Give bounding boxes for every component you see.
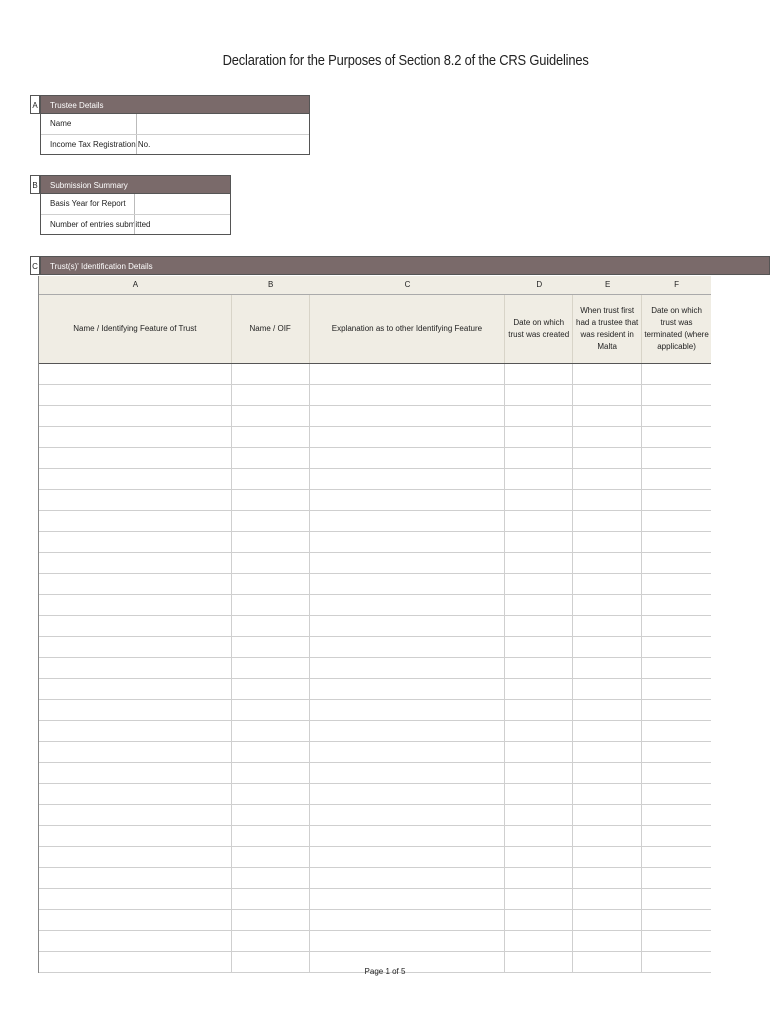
table-cell[interactable] (573, 553, 642, 573)
table-cell[interactable] (39, 553, 232, 573)
table-cell[interactable] (39, 889, 232, 909)
table-cell[interactable] (232, 511, 310, 531)
table-cell[interactable] (642, 658, 711, 678)
table-cell[interactable] (310, 658, 506, 678)
table-cell[interactable] (310, 385, 506, 405)
table-row (39, 406, 711, 427)
table-cell[interactable] (573, 406, 642, 426)
column-letter-c: C (404, 280, 411, 289)
table-cell[interactable] (573, 448, 642, 468)
table-cell[interactable] (232, 679, 310, 699)
table-cell[interactable] (642, 364, 711, 384)
table-cell[interactable] (642, 385, 711, 405)
table-cell[interactable] (39, 805, 232, 825)
table-cell[interactable] (505, 889, 573, 909)
table-row (39, 511, 711, 532)
table-cell[interactable] (573, 427, 642, 447)
column-letter-row (39, 276, 711, 295)
table-cell[interactable] (310, 910, 506, 930)
table-cell[interactable] (642, 931, 711, 951)
table-cell[interactable] (232, 889, 310, 909)
table-cell[interactable] (642, 847, 711, 867)
table-cell[interactable] (573, 721, 642, 741)
table-cell[interactable] (310, 469, 506, 489)
tax-registration-label: Income Tax Registration No. (50, 140, 151, 149)
trustee-name-row (41, 114, 309, 134)
table-cell[interactable] (573, 658, 642, 678)
table-cell[interactable] (642, 448, 711, 468)
table-cell[interactable] (232, 364, 310, 384)
table-cell[interactable] (642, 553, 711, 573)
table-row (39, 805, 711, 826)
table-cell[interactable] (505, 616, 573, 636)
table-cell[interactable] (505, 448, 573, 468)
table-cell[interactable] (232, 763, 310, 783)
table-cell[interactable] (39, 910, 232, 930)
section-c-letter: C (30, 256, 40, 275)
table-cell[interactable] (39, 448, 232, 468)
table-cell[interactable] (310, 889, 506, 909)
table-cell[interactable] (232, 805, 310, 825)
table-cell[interactable] (573, 931, 642, 951)
table-cell[interactable] (310, 742, 506, 762)
trust-identification-grid (38, 276, 711, 973)
table-cell[interactable] (573, 700, 642, 720)
table-cell[interactable] (39, 616, 232, 636)
column-header-trust-name: Name / Identifying Feature of Trust (39, 295, 232, 363)
table-cell[interactable] (642, 742, 711, 762)
table-cell[interactable] (232, 427, 310, 447)
column-letter-f: F (674, 280, 679, 289)
entries-submitted-label: Number of entries submitted (50, 220, 151, 229)
table-row (39, 637, 711, 658)
tax-registration-field[interactable] (136, 135, 309, 154)
table-cell[interactable] (573, 364, 642, 384)
table-cell[interactable] (39, 679, 232, 699)
table-cell[interactable] (39, 427, 232, 447)
table-cell[interactable] (505, 490, 573, 510)
table-cell[interactable] (39, 658, 232, 678)
table-cell[interactable] (232, 385, 310, 405)
table-cell[interactable] (573, 511, 642, 531)
table-cell[interactable] (505, 553, 573, 573)
table-cell[interactable] (39, 574, 232, 594)
table-cell[interactable] (573, 532, 642, 552)
table-cell[interactable] (39, 490, 232, 510)
table-cell[interactable] (642, 406, 711, 426)
section-b-letter: B (30, 175, 40, 194)
table-row (39, 448, 711, 469)
table-cell[interactable] (505, 742, 573, 762)
table-row (39, 490, 711, 511)
column-header-name-oif: Name / OIF (232, 295, 310, 363)
table-cell[interactable] (39, 469, 232, 489)
table-cell[interactable] (232, 700, 310, 720)
table-cell[interactable] (573, 595, 642, 615)
entries-submitted-field[interactable] (134, 215, 230, 234)
page-number: Page 1 of 5 (364, 967, 406, 976)
table-cell[interactable] (573, 637, 642, 657)
table-cell[interactable] (232, 553, 310, 573)
table-cell[interactable] (39, 826, 232, 846)
table-cell[interactable] (310, 553, 506, 573)
table-cell[interactable] (505, 700, 573, 720)
table-cell[interactable] (505, 784, 573, 804)
table-cell[interactable] (573, 679, 642, 699)
table-cell[interactable] (232, 868, 310, 888)
table-cell[interactable] (232, 406, 310, 426)
table-cell[interactable] (642, 616, 711, 636)
table-row (39, 889, 711, 910)
column-letter-a: A (132, 280, 139, 289)
table-cell[interactable] (310, 805, 506, 825)
table-row (39, 784, 711, 805)
table-row (39, 721, 711, 742)
table-row (39, 847, 711, 868)
trustee-details-table (40, 114, 310, 155)
table-row (39, 742, 711, 763)
basis-year-label: Basis Year for Report (50, 199, 126, 208)
table-cell[interactable] (310, 532, 506, 552)
table-cell[interactable] (310, 490, 506, 510)
table-cell[interactable] (39, 931, 232, 951)
table-cell[interactable] (232, 532, 310, 552)
table-cell[interactable] (505, 637, 573, 657)
table-cell[interactable] (310, 511, 506, 531)
table-cell[interactable] (642, 532, 711, 552)
table-cell[interactable] (39, 406, 232, 426)
table-cell[interactable] (505, 679, 573, 699)
table-cell[interactable] (310, 931, 506, 951)
table-cell[interactable] (642, 889, 711, 909)
section-a-heading: Trustee Details (40, 95, 310, 114)
table-cell[interactable] (642, 574, 711, 594)
table-cell[interactable] (642, 511, 711, 531)
table-cell[interactable] (573, 469, 642, 489)
table-cell[interactable] (505, 364, 573, 384)
table-cell[interactable] (573, 889, 642, 909)
table-cell[interactable] (310, 847, 506, 867)
table-cell[interactable] (310, 763, 506, 783)
table-cell[interactable] (310, 427, 506, 447)
table-cell[interactable] (232, 847, 310, 867)
table-row (39, 658, 711, 679)
column-header-row (39, 295, 711, 364)
table-cell[interactable] (573, 805, 642, 825)
table-cell[interactable] (232, 931, 310, 951)
table-cell[interactable] (310, 721, 506, 741)
table-cell[interactable] (232, 637, 310, 657)
section-b-heading: Submission Summary (40, 175, 231, 194)
table-cell[interactable] (505, 511, 573, 531)
table-cell[interactable] (310, 364, 506, 384)
table-cell[interactable] (642, 679, 711, 699)
table-cell[interactable] (505, 406, 573, 426)
table-cell[interactable] (39, 385, 232, 405)
table-row (39, 469, 711, 490)
table-cell[interactable] (505, 847, 573, 867)
table-cell[interactable] (642, 427, 711, 447)
table-cell[interactable] (573, 910, 642, 930)
table-cell[interactable] (505, 826, 573, 846)
table-cell[interactable] (232, 616, 310, 636)
submission-summary-table (40, 194, 231, 235)
column-header-explanation: Explanation as to other Identifying Feature (310, 295, 506, 363)
table-cell[interactable] (505, 574, 573, 594)
table-cell[interactable] (642, 910, 711, 930)
table-cell[interactable] (505, 469, 573, 489)
basis-year-row (41, 194, 230, 214)
table-cell[interactable] (573, 742, 642, 762)
table-cell[interactable] (310, 700, 506, 720)
column-header-date-created: Date on which trust was created (505, 295, 573, 363)
column-letter-e: E (604, 280, 611, 289)
table-cell[interactable] (310, 448, 506, 468)
column-letter-b: B (267, 280, 274, 289)
table-cell[interactable] (573, 763, 642, 783)
basis-year-field[interactable] (134, 194, 230, 214)
table-cell[interactable] (39, 595, 232, 615)
table-cell[interactable] (642, 595, 711, 615)
table-row (39, 364, 711, 385)
table-cell[interactable] (505, 805, 573, 825)
table-cell[interactable] (310, 868, 506, 888)
table-cell[interactable] (310, 595, 506, 615)
table-cell[interactable] (505, 763, 573, 783)
table-cell[interactable] (310, 637, 506, 657)
table-row (39, 385, 711, 406)
table-cell[interactable] (573, 490, 642, 510)
table-cell[interactable] (573, 574, 642, 594)
table-cell[interactable] (39, 364, 232, 384)
table-cell[interactable] (232, 784, 310, 804)
table-cell[interactable] (642, 805, 711, 825)
table-cell[interactable] (232, 826, 310, 846)
table-row (39, 868, 711, 889)
table-cell[interactable] (232, 574, 310, 594)
table-cell[interactable] (505, 532, 573, 552)
table-cell[interactable] (39, 763, 232, 783)
table-cell[interactable] (232, 658, 310, 678)
table-cell[interactable] (39, 511, 232, 531)
table-row (39, 700, 711, 721)
column-letter-d: D (536, 280, 543, 289)
trustee-name-field[interactable] (136, 114, 309, 134)
grid-body (39, 364, 711, 973)
table-cell[interactable] (232, 595, 310, 615)
table-cell[interactable] (642, 490, 711, 510)
table-cell[interactable] (505, 385, 573, 405)
table-row (39, 826, 711, 847)
table-cell[interactable] (232, 448, 310, 468)
table-row (39, 763, 711, 784)
table-cell[interactable] (642, 826, 711, 846)
table-cell[interactable] (505, 910, 573, 930)
table-row (39, 679, 711, 700)
table-cell[interactable] (39, 721, 232, 741)
table-cell[interactable] (573, 616, 642, 636)
table-cell[interactable] (232, 469, 310, 489)
table-cell[interactable] (39, 868, 232, 888)
table-cell[interactable] (642, 721, 711, 741)
entries-submitted-row (41, 214, 230, 234)
table-cell[interactable] (642, 637, 711, 657)
table-cell[interactable] (642, 700, 711, 720)
table-cell[interactable] (642, 784, 711, 804)
section-c-heading: Trust(s)' Identification Details (40, 256, 770, 275)
table-row (39, 595, 711, 616)
table-cell[interactable] (39, 742, 232, 762)
table-cell[interactable] (505, 427, 573, 447)
table-cell[interactable] (505, 721, 573, 741)
table-cell[interactable] (642, 763, 711, 783)
table-cell[interactable] (310, 574, 506, 594)
table-row (39, 616, 711, 637)
table-cell[interactable] (39, 847, 232, 867)
table-row (39, 931, 711, 952)
table-cell[interactable] (310, 679, 506, 699)
table-cell[interactable] (505, 931, 573, 951)
table-cell[interactable] (310, 826, 506, 846)
table-row (39, 553, 711, 574)
table-cell[interactable] (310, 406, 506, 426)
table-cell[interactable] (505, 868, 573, 888)
table-cell[interactable] (573, 847, 642, 867)
tax-registration-row (41, 134, 309, 154)
table-row (39, 910, 711, 931)
table-cell[interactable] (39, 784, 232, 804)
table-cell[interactable] (232, 910, 310, 930)
table-row (39, 427, 711, 448)
table-cell[interactable] (573, 385, 642, 405)
section-a-letter: A (30, 95, 40, 114)
column-header-date-terminated: Date on which trust was terminated (where applicable) (644, 306, 709, 351)
table-row (39, 532, 711, 553)
table-cell[interactable] (310, 616, 506, 636)
table-cell[interactable] (39, 532, 232, 552)
table-cell[interactable] (310, 784, 506, 804)
table-cell[interactable] (573, 826, 642, 846)
table-cell[interactable] (505, 658, 573, 678)
trustee-name-label: Name (50, 119, 72, 128)
column-header-malta-trustee-date: When trust first had a trustee that was resident in Malta (573, 295, 642, 363)
table-cell[interactable] (39, 637, 232, 657)
table-cell[interactable] (642, 868, 711, 888)
table-cell[interactable] (642, 469, 711, 489)
table-row (39, 574, 711, 595)
table-cell[interactable] (39, 700, 232, 720)
table-cell[interactable] (232, 490, 310, 510)
page-title: Declaration for the Purposes of Section 8.2 of the CRS Guidelines (222, 52, 589, 69)
table-cell[interactable] (573, 784, 642, 804)
table-cell[interactable] (232, 742, 310, 762)
table-cell[interactable] (573, 868, 642, 888)
table-cell[interactable] (505, 595, 573, 615)
table-cell[interactable] (232, 721, 310, 741)
